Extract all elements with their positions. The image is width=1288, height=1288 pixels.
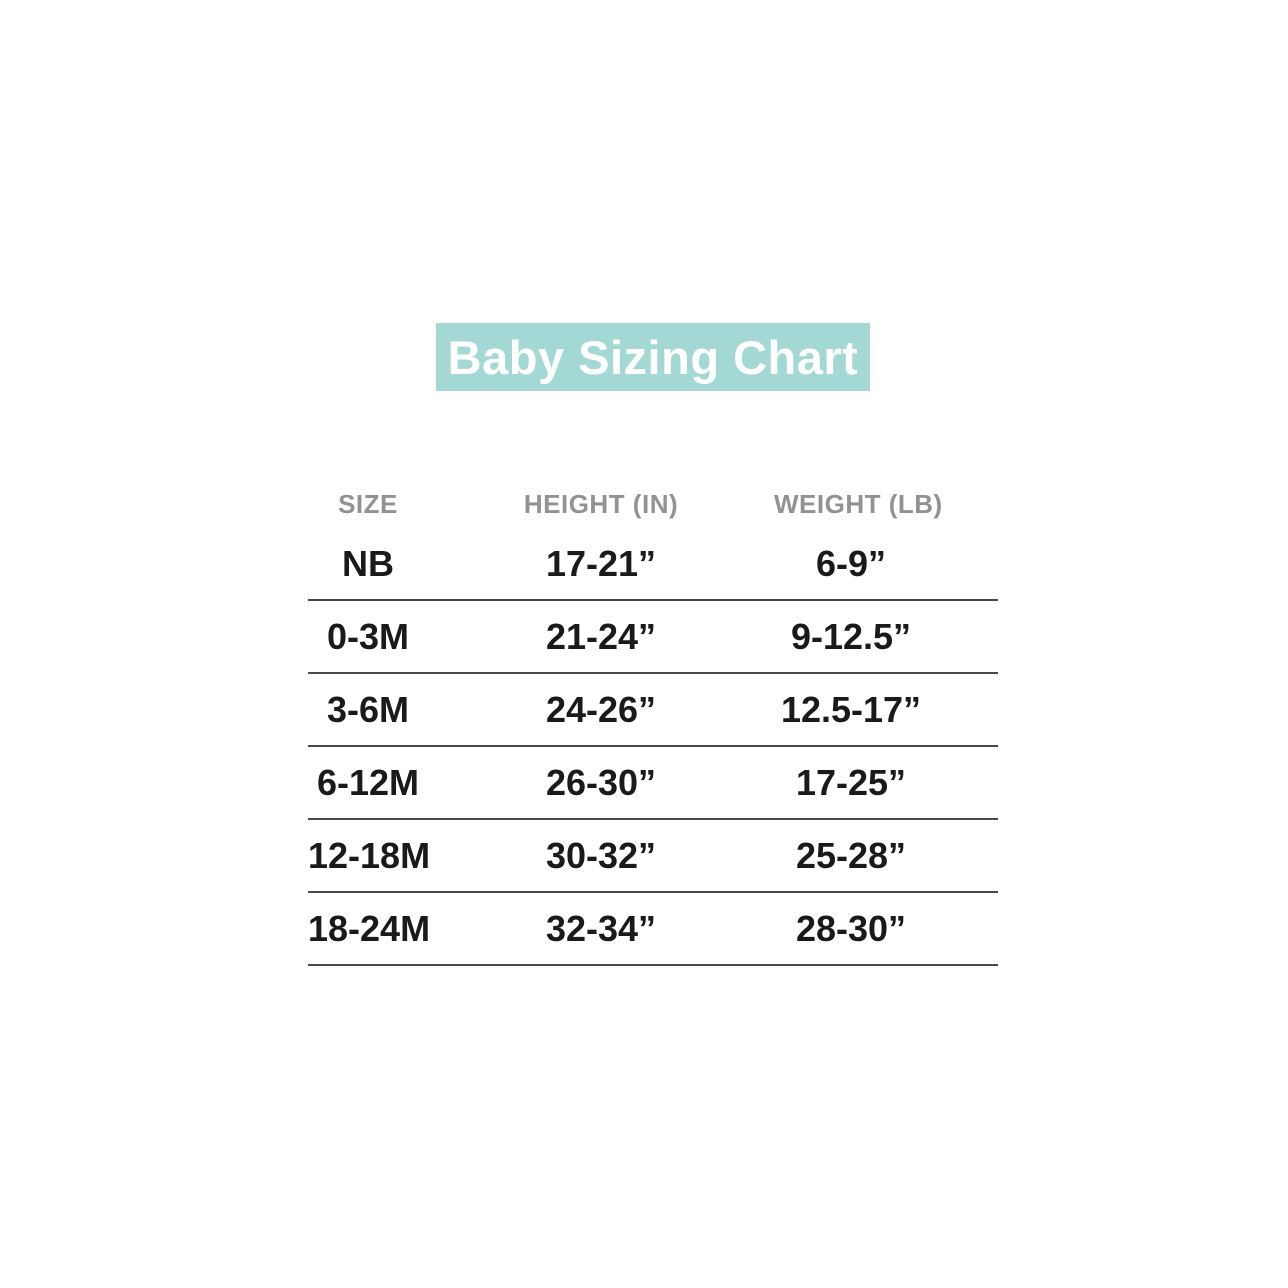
height-cell: 24-26” [545, 688, 657, 730]
sizing-table [308, 470, 998, 966]
table-row [308, 820, 998, 893]
table-row [308, 893, 998, 966]
weight-cell: 9-12.5” [790, 615, 912, 657]
weight-cell: 12.5-17” [780, 688, 922, 730]
chart-title-banner [436, 323, 870, 391]
table-row [308, 674, 998, 747]
height-cell: 30-32” [545, 834, 657, 876]
weight-cell: 25-28” [795, 834, 907, 876]
weight-cell: 28-30” [795, 907, 907, 949]
column-header-height: HEIGHT (IN) [523, 488, 679, 519]
size-cell: 12-18M [308, 834, 431, 876]
table-row [308, 601, 998, 674]
size-cell: 3-6M [326, 688, 410, 730]
height-cell: 26-30” [545, 761, 657, 803]
size-cell: 6-12M [316, 761, 420, 803]
chart-content [308, 323, 998, 966]
column-header-size: SIZE [338, 488, 398, 519]
table-header-row [308, 470, 998, 528]
size-cell: 0-3M [326, 615, 410, 657]
height-cell: 17-21” [545, 542, 657, 584]
height-cell: 32-34” [545, 907, 657, 949]
table-row [308, 528, 998, 601]
table-row [308, 747, 998, 820]
size-cell: 18-24M [308, 907, 431, 949]
height-cell: 21-24” [545, 615, 657, 657]
weight-cell: 17-25” [795, 761, 907, 803]
size-cell: NB [342, 542, 394, 584]
column-header-weight: WEIGHT (LB) [774, 488, 943, 519]
weight-cell: 6-9” [815, 542, 887, 584]
page-title: Baby Sizing Chart [447, 330, 859, 384]
